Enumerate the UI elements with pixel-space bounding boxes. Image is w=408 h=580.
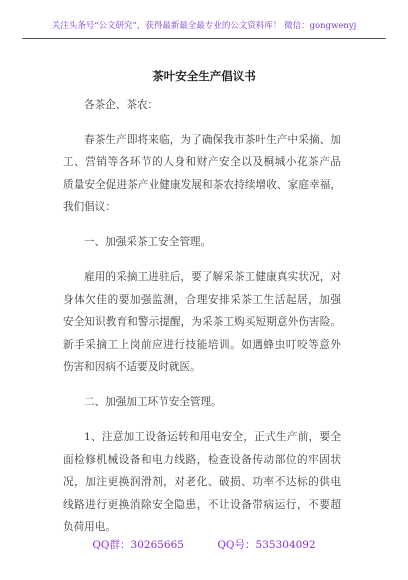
paragraph-line: 1、注意加工设备运转和用电安全，正式生产前，要全: [84, 431, 341, 443]
header-notice: 关注头条号“公文研究”，获得最新最全最专业的公文资料库！ 微信：gongwenyj: [51, 21, 357, 31]
paragraph-line: 况，加注更换润滑剂，对老化、破损、功率不达标的供电: [63, 476, 341, 488]
paragraph-line: 雇用的采摘工进驻后，要了解采茶工健康真实状况，对: [84, 271, 341, 283]
footer-contact: [0, 537, 408, 552]
paragraph-line: 伤害和因病不适要及时就医。: [63, 361, 201, 373]
section-heading-1: 一、加强采茶工安全管理。: [84, 235, 212, 248]
paragraph-line: 线路进行更换消除安全隐患，不让设备带病运行，不要超: [63, 498, 341, 511]
paragraph-line: 工、营销等各环节的人身和财产安全以及桐城小花茶产品: [63, 156, 341, 168]
section2-paragraph: [63, 426, 341, 539]
salutation: 各茶企、茶农：: [84, 99, 159, 111]
section1-paragraph: [63, 266, 341, 379]
header-divider: [22, 38, 386, 39]
paragraph-line: 质量安全促进茶产业健康发展和茶农持续增收、家庭幸福，: [63, 178, 341, 191]
paragraph-line: 负荷用电。: [63, 521, 116, 533]
footer-qq-group: QQ群：30265665: [92, 539, 184, 551]
intro-paragraph: [63, 129, 341, 219]
paragraph-line: 我们倡议：: [63, 201, 116, 213]
document-body: [63, 94, 341, 539]
section-heading-2: 二、加强加工环节安全管理。: [84, 395, 222, 408]
paragraph-line: 新手采摘工上岗前应进行技能培训。如遇蜂虫叮咬等意外: [63, 338, 341, 351]
paragraph-line: 安全知识教育和警示提醒，为采茶工购买短期意外伤害险。: [63, 316, 341, 328]
paragraph-line: 身体欠佳的要加强监测，合理安排采茶工生活起居，加强: [63, 293, 341, 306]
paragraph-line: 春茶生产即将来临，为了确保我市茶叶生产中采摘、加: [84, 133, 341, 146]
document-title: 茶叶安全生产倡议书: [152, 69, 256, 83]
paragraph-line: 面检修机械设备和电力线路，检查设备传动部位的牢固状: [63, 453, 341, 466]
footer-qq-number: QQ号：535304092: [217, 539, 316, 551]
